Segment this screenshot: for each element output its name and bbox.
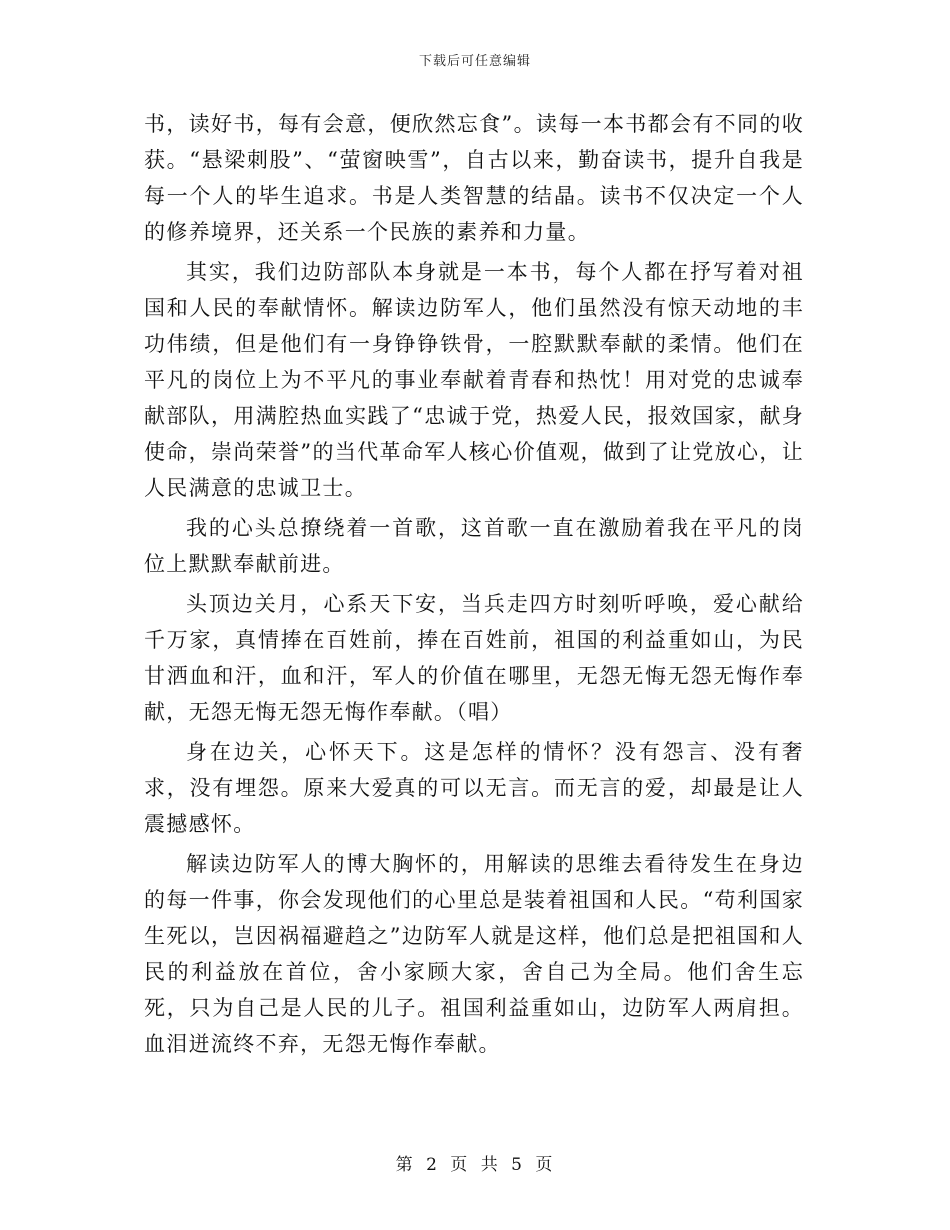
paragraph-5: 身在边关，心怀天下。这是怎样的情怀？没有怨言、没有奢求，没有埋怨。原来大爱真的可以无言。而无言的爱，却最是让人震撼感怀。 — [144, 740, 804, 836]
paragraph-4: 头顶边关月，心系天下安，当兵走四方时刻听呼唤，爱心献给千万家，真情捧在百姓前，捧在百姓前，祖国的利益重如山，为民甘洒血和汗，血和汗，军人的价值在哪里，无怨无悔无怨无悔作奉献，无怨无悔无怨无悔作奉献。（唱） — [144, 592, 804, 724]
paragraph-3: 我的心头总撩绕着一首歌，这首歌一直在激励着我在平凡的岗位上默默奉献前进。 — [144, 516, 804, 576]
document-body — [144, 106, 804, 1066]
paragraph-6: 解读边防军人的博大胸怀的，用解读的思维去看待发生在身边的每一件事，你会发现他们的心里总是装着祖国和人民。“苟利国家生死以，岂因祸福避趋之”边防军人就是这样，他们总是把祖国和人民的利益放在首位，舍小家顾大家，舍自己为全局。他们舍生忘死，只为自己是人民的儿子。祖国利益重如山，边防军人两肩担。血泪迸流终不弃，无怨无悔作奉献。 — [144, 852, 804, 1056]
page-header: 下载后可任意编辑 — [418, 54, 531, 69]
page-footer: 第 2 页 共 5 页 — [395, 1155, 555, 1175]
paragraph-2: 其实，我们边防部队本身就是一本书，每个人都在抒写着对祖国和人民的奉献情怀。解读边防军人，他们虽然没有惊天动地的丰功伟绩，但是他们有一身铮铮铁骨，一腔默默奉献的柔情。他们在平凡的岗位上为不平凡的事业奉献着青春和热忱！用对党的忠诚奉献部队，用满腔热血实践了“忠诚于党，热爱人民，报效国家，献身使命，崇尚荣誉”的当代革命军人核心价值观，做到了让党放心，让人民满意的忠诚卫士。 — [144, 260, 804, 500]
paragraph-1: 书，读好书，每有会意，便欣然忘食”。读每一本书都会有不同的收获。“悬梁刺股”、“萤窗映雪”，自古以来，勤奋读书，提升自我是每一个人的毕生追求。书是人类智慧的结晶。读书不仅决定一个人的修养境界，还关系一个民族的素养和力量。 — [144, 112, 804, 244]
